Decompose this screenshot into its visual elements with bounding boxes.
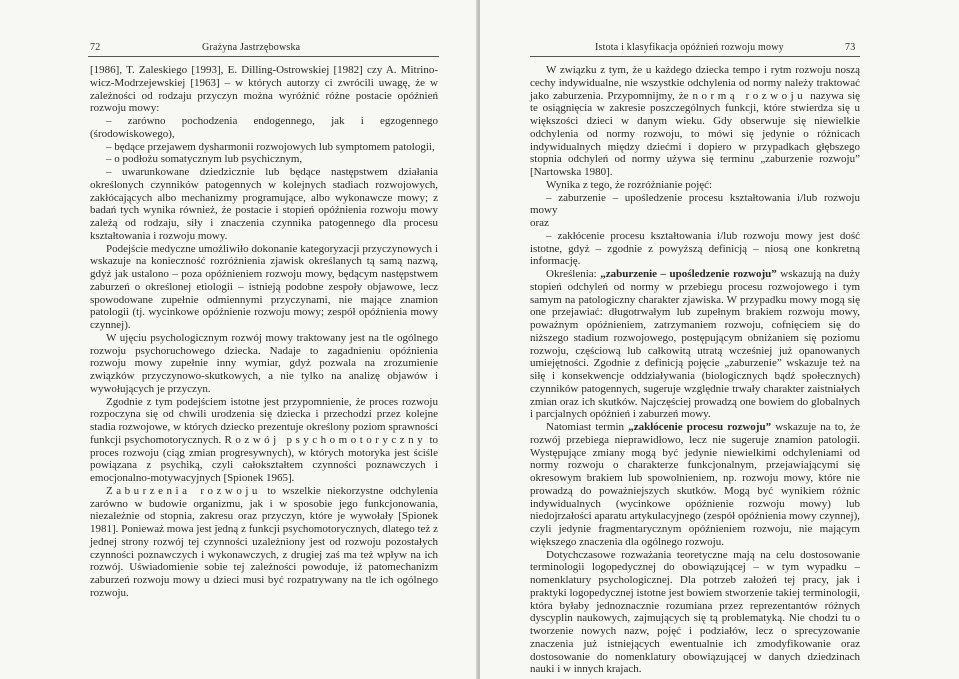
paragraph [530,217,860,230]
paragraph-text: Zgodnie z tym podejściem istotne jest przypomnienie, że proces rozwoju rozpoczyna się od chwili urodzenia się dziecka i przechodzi przez kolejne stadia rozwojowe, w których dziecko prezentuje określony poziom sprawności funkcji psychomotorycznych. [90,395,438,446]
paragraph-text: oraz [530,217,549,229]
paragraph [90,332,438,396]
paragraph [530,421,860,549]
paragraph-text: Podejście medyczne umożliwiło dokonanie kategoryzacji przyczynowych i wskazuje na konieczność rozróżnienia zjawisk określanych tą samą nazwą, gdyż jak ustalono – poza opóźnieniem rozwoju mowy, będącym następstwem zaburzeń o określonej etiologii – istnieją podobne zespoły objawowe, lecz spowodowane zupełnie odmiennymi przyczynami, nie mające znamion patologii (tj. wycinkowe opóźnienie rozwoju mowy; zespół opóźnienia mowy czynnej). [90,242,438,331]
paragraph-text: Dotychczasowe rozważania teoretyczne mają na celu dostosowanie terminologii logopedycznej do obowiązującej – w tym wypadku – nomenklatury psychologicznej. Dla potrzeb założeń tej pracy, jak i praktyki logopedycznej istotne jest bowiem stworzenie takiej terminologii, która byłaby jednoznacznie rozumiana przez reprezentantów różnych dyscyplin naukowych, zajmujących się tą problematyką. Nie chodzi tu o tworzenie nowych nazw, pojęć i podziałów, lecz o sprecyzowanie znaczenia już istniejących ewentualnie ich zmodyfikowanie oraz dostosowanie do nomenklatury obowiązującej w danych dziedzinach nauki i w innych krajach. [530,548,860,676]
left-page [0,0,478,679]
paragraph [90,115,438,141]
paragraph-text: W związku z tym, że u każdego dziecka tempo i rytm rozwoju noszą cechy indywidualne, nie wszystkie odchylenia od normy należy traktować jako zaburzenia. Przypomnijmy, że [530,64,860,102]
header-rule-right [530,56,860,57]
paragraph [530,230,860,268]
running-head-left: Grażyna Jastrzębowska [202,42,301,53]
header-rule-left [88,56,439,57]
paragraph [530,64,860,179]
paragraph-text: Określenia: [546,268,597,280]
right-page [480,0,959,679]
spaced-term: normą rozwoju [692,89,807,102]
paragraph [530,192,860,218]
paragraph-text: – zarówno pochodzenia endogennego, jak i egzogennego (środowiskowego), [90,115,438,140]
spaced-term: Rozwój psychomotoryczny [224,433,427,446]
paragraph [90,153,438,166]
paragraph [90,396,438,485]
paragraph [90,243,438,332]
paragraph-text-continued: nazywa się te osiągnięcia w zakresie poszczególnych funkcji, które stwierdza się u większości dzieci w danym wieku. Gdy obserwuje się niewielkie odchylenia od normy rozwoju, to mówi się jedynie o różnicach indywidualnych między dziećmi i dopiero w przypadkach głębszego stopnia odchyleń od normy używa się terminu „zaburzenie rozwoju” [Nartowska 1980]. [530,89,861,178]
paragraph-text: – uwarunkowane dziedzicznie lub będące następstwem działania określonych czynników patogennych w kolejnych stadiach rozwojowych, zakłócających albo mechanizmy programujące, albo wykonawcze mowy; z badań tych wynika również, że postacie i stopień opóźnienia rozwoju mowy zależą od rodzaju, siły i znaczenia czynnika patogennego dla procesu kształtowania i rozwoju mowy. [90,166,438,242]
bold-term: „zaburzenie – upośledzenie rozwoju” [600,268,777,280]
paragraph-text: [1986], T. Zaleskiego [1993], E. Dilling-Ostrowskiej [1982] czy A. Mitrino-wicz-Modrzejewskiej [1963] – w których autorzy ci zwrócili uwagę, że w zależności od rodzaju przyczyn można wyróżnić różne postacie opóźnień rozwoju mowy: [90,64,438,115]
paragraph-text: – będące przejawem dysharmonii rozwojowych lub symptomem patologii, [106,140,435,153]
paragraph [530,549,860,677]
page-number-left: 72 [90,42,101,53]
paragraph-text: – zakłócenie procesu kształtowania i/lub rozwoju mowy jest dość istotne, gdyż – zgodnie z powyższą definicją – niosą one konkretną informację. [530,229,860,268]
paragraph-text-continued: to wszelkie niekorzystne odchylenia zarówno w budowie organizmu, jak i w sposobie jego funkcjonowania, niezależnie od stopnia, zakresu oraz przyczyn, które je wywołały [Spionek 1981]. Ponieważ mowa jest jedną z funkcji psychomotorycznych, dlatego też z jednej strony rozwój tej czynności uzależniony jest od rozwoju pozostałych czynności poznawczych i wykonawczych, z drugiej zaś ma też wpływ na ich rozwój. Uświadomienie sobie tej zależności powoduje, iż patomechanizm zaburzeń rozwoju mowy u dzieci musi być rozpatrywany na tle ich ogólnego rozwoju. [90,484,439,599]
page-number-right: 73 [845,42,856,53]
bold-term: „zakłócenie procesu rozwoju” [628,421,772,433]
paragraph-text-continued: wskazuje na to, że rozwój przebiega nieprawidłowo, lecz nie sugeruje znamion patologii. Występujące zmiany mogą być jedynie niewielkimi odchyleniami od normy rozwoju o charakterze funkcjonalnym, przejawiającymi się okresowym brakiem lub spowolnieniem, np. rozwoju mowy, które nie prowadzą do poważniejszych skutków. Mogą być wynikiem różnic indywidualnych (wycinkowe opóźnienie rozwoju mowy) lub niedojrzałości aparatu artykulacyjnego (zespół opóźnienia mowy czynnej), czyli jedynie fragmentarycznym opóźnieniem rozwoju, nie mającym większego znaczenia dla ogólnego rozwoju. [530,421,861,548]
paragraph [90,485,438,600]
paragraph-text: – o podłożu somatycznym lub psychicznym, [106,153,303,166]
left-page-body [90,64,438,600]
paragraph-text-continued: wskazują na duży stopień odchyleń od normy w przebiegu procesu rozwojowego i tym samym na patologiczny charakter zjawiska. W przypadku mowy mogą się one przejawiać: długotrwałym lub zupełnym brakiem rozwoju mowy, poważnym opóźnieniem, zatrzymaniem rozwoju, cofnięciem się do niższego stadium rozwojowego, postępującym obniżaniem się poziomu rozwoju, częściową lub całkowitą utratą wcześniej już opanowanych umiejętności. Zgodnie z definicją pojęcie „zaburzenie” wskazuje też na siłę i konsekwencje oddziaływania (biologicznych bądź społecznych) czynników patogennych, sugeruje względnie trwały charakter zaistniałych zmian oraz ich skutków. Najczęściej prowadzą one bowiem do globalnych i parcjalnych opóźnień i zaburzeń mowy. [530,268,860,421]
paragraph-text: W ujęciu psychologicznym rozwój mowy traktowany jest na tle ogólnego rozwoju psychoruchowego dziecka. Nadaje to zagadnieniu opóźnienia rozwoju mowy zupełnie inny wymiar, gdyż pozwala na zrozumienie związków przyczynowo-skutkowych, a nie tylko na analizę objawów i wywołujących je przyczyn. [90,331,438,395]
paragraph [90,166,438,243]
running-head-right: Istota i klasyfikacja opóźnień rozwoju mowy [595,42,784,53]
paragraph [530,268,860,421]
paragraph-text: Natomiast termin [546,421,625,433]
right-page-body [530,64,860,676]
paragraph-text-continued: to proces rozwoju (ciąg zmian progresywnych), w których motoryka jest ściśle powiązana z psychiką, czyli całokształtem czynności poznawczych i emocjonalno-motywacyjnych [Spionek 1965]. [90,433,438,484]
paragraph [90,64,438,115]
spaced-term: Zaburzenia rozwoju [106,484,261,497]
paragraph [90,141,438,154]
paragraph-text: – zaburzenie – upośledzenie procesu kształtowania i/lub rozwoju mowy [530,191,860,217]
paragraph [530,179,860,192]
paragraph-text: Wynika z tego, że rozróżnianie pojęć: [546,178,713,191]
